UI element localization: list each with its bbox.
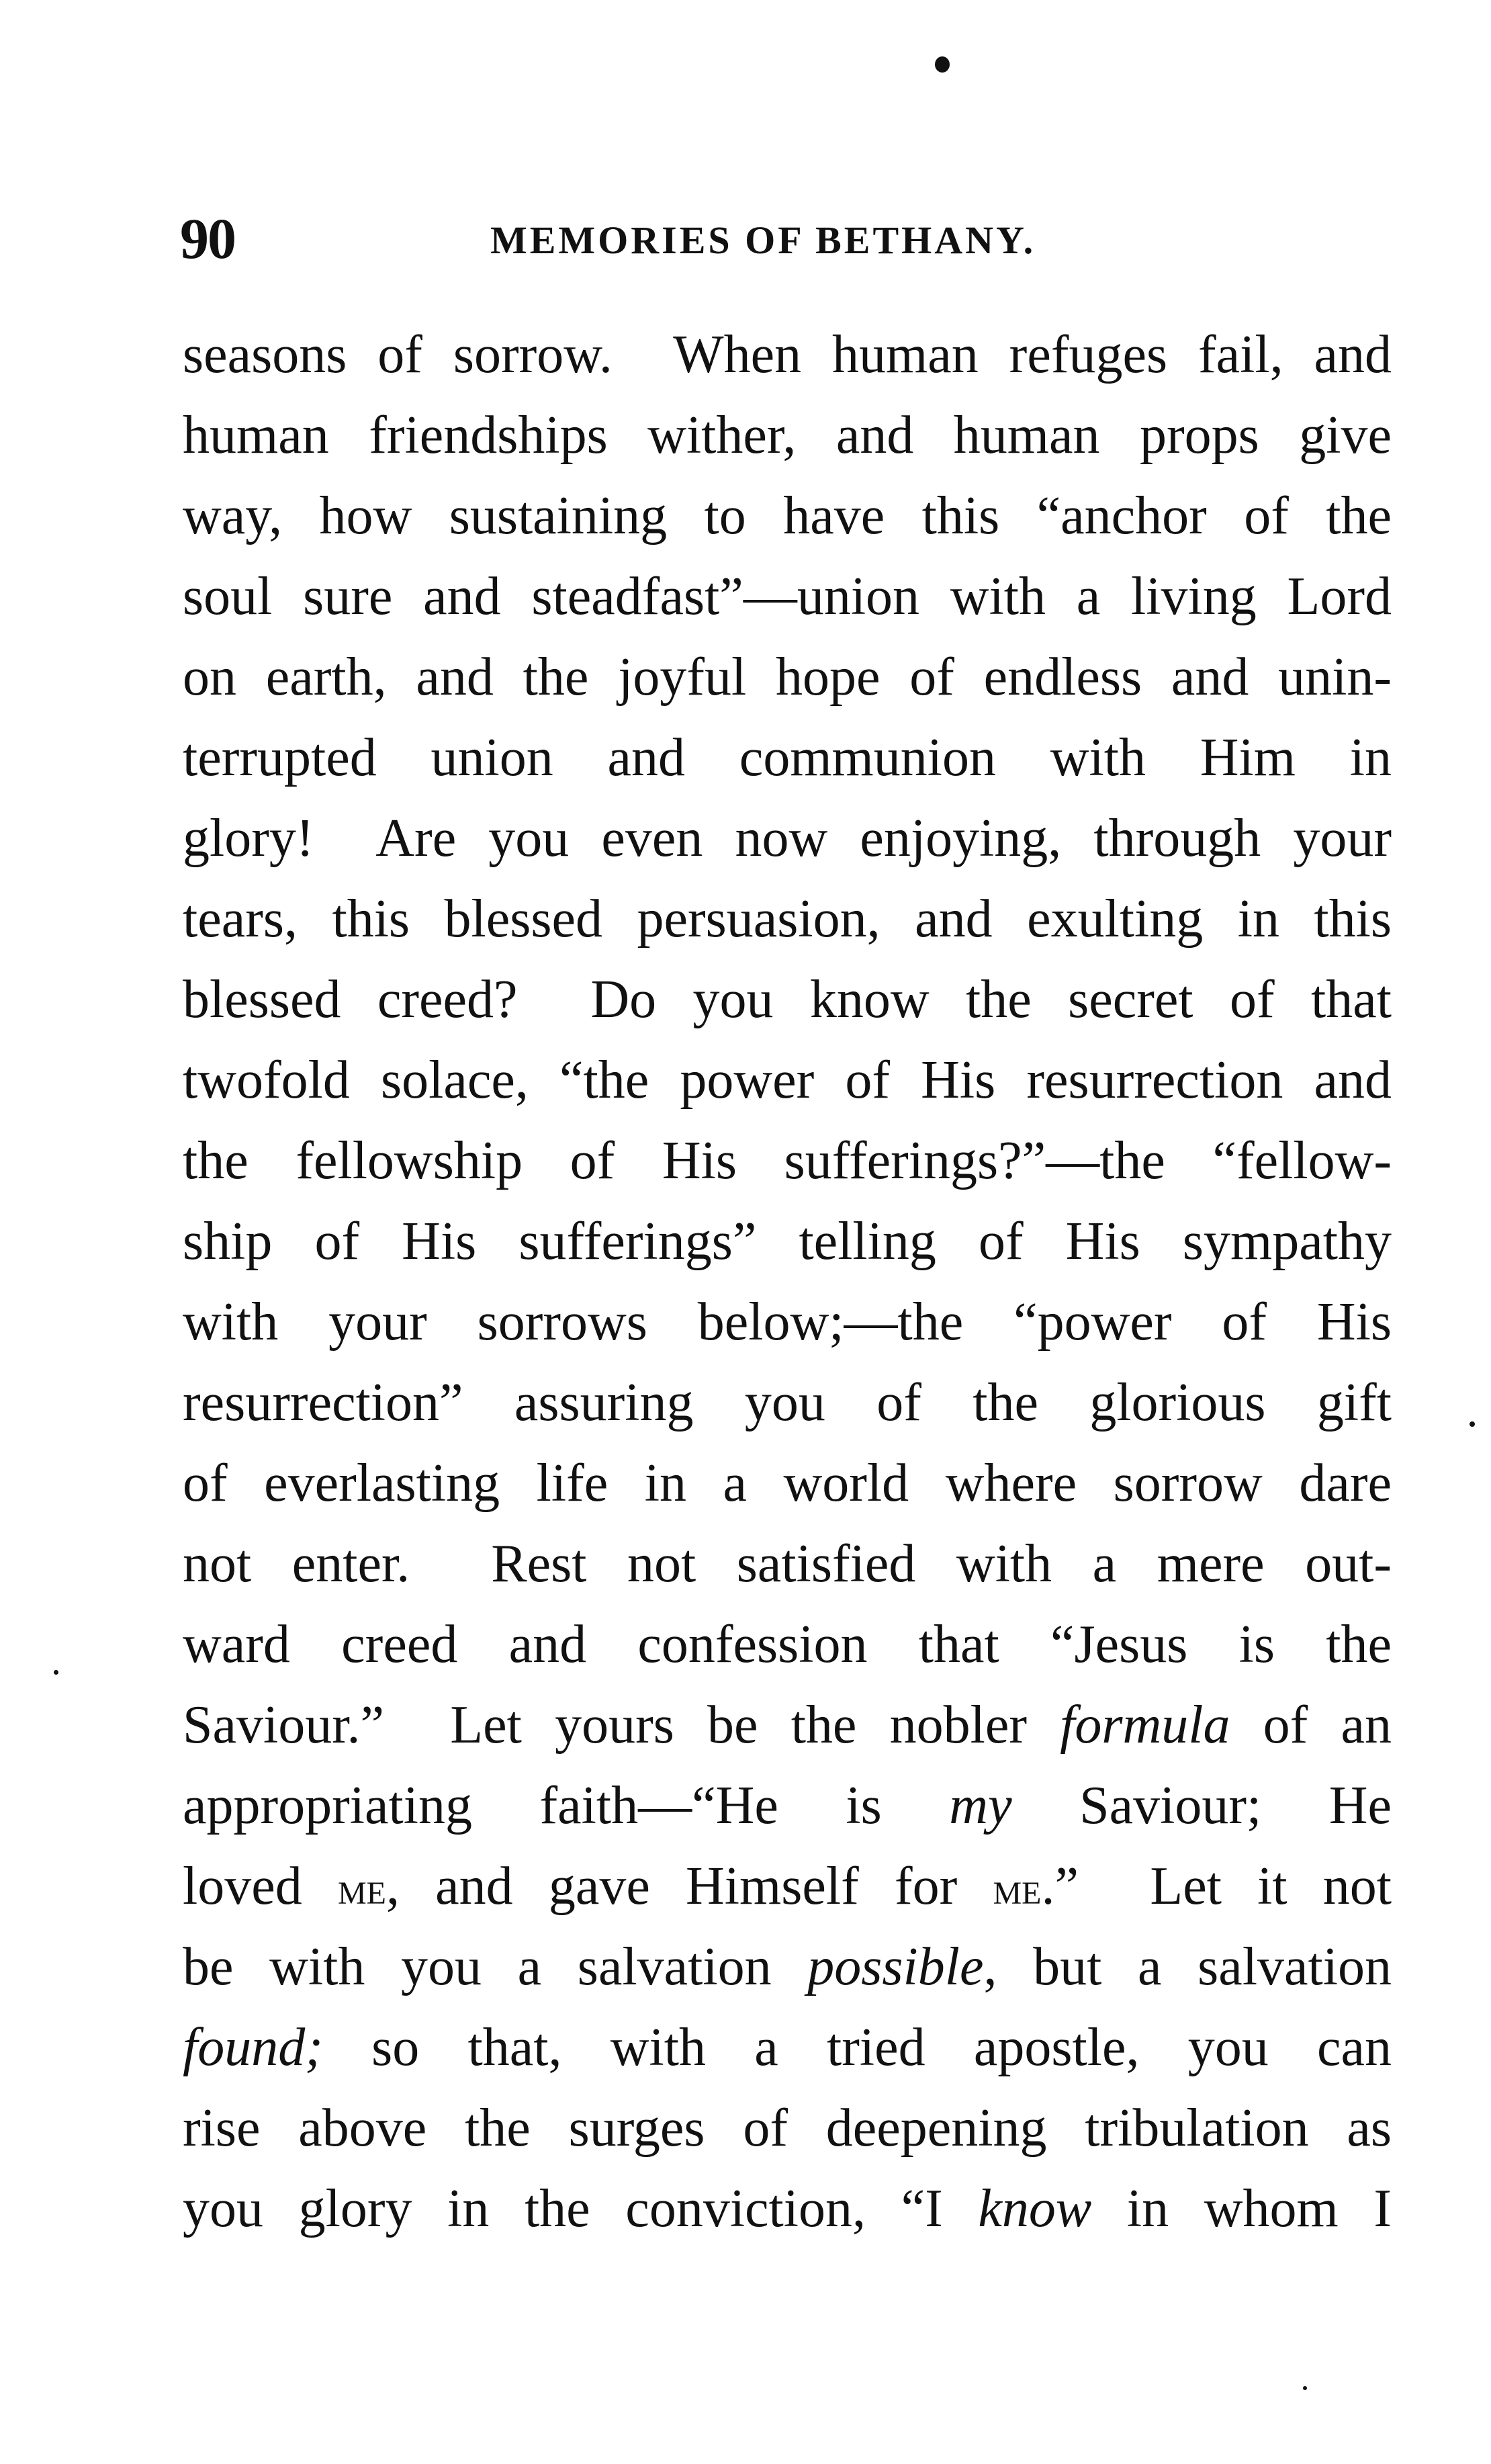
text-segment: way, how sustaining to have this “anchor of the [183,486,1392,545]
text-line [183,1846,1392,1927]
text-segment: not enter. Rest not satisfied with a mere out- [183,1534,1392,1593]
text-segment: seasons of sorrow. When human refuges fail, and [183,325,1392,384]
text-segment: with your sorrows below;—the “power of His [183,1292,1392,1352]
text-line [183,1685,1392,1765]
small-caps-text: me [337,1863,386,1914]
text-line [183,314,1392,395]
text-segment: Saviour.” Let yours be the nobler [183,1696,1060,1755]
text-line [183,1040,1392,1120]
text-segment: resurrection” assuring you of the glorious gift [183,1373,1392,1432]
text-segment: ship of His sufferings” telling of His sympathy [183,1212,1392,1271]
text-segment: loved [183,1857,338,1916]
text-line [183,879,1392,959]
text-line [183,1282,1392,1362]
text-line [183,556,1392,637]
text-line [183,1362,1392,1443]
text-line [183,1443,1392,1524]
italic-text: formula [1060,1696,1230,1755]
text-segment: tears, this blessed persuasion, and exulting in this [183,889,1392,949]
text-line [183,637,1392,717]
small-caps-text: me [993,1863,1042,1914]
text-segment: blessed creed? Do you know the secret of that [183,970,1392,1029]
ink-speck-top [935,56,950,73]
text-line [183,476,1392,556]
text-segment: .” Let it not [1041,1857,1392,1916]
text-segment: glory! Are you even now enjoying, through your [183,809,1392,868]
text-line [183,959,1392,1040]
text-segment: the fellowship of His sufferings?”—the “fellow- [183,1131,1392,1190]
italic-text: found; [183,2018,323,2077]
text-segment: appropriating faith—“He is [183,1776,950,1835]
text-line [183,2168,1392,2249]
text-line [183,1524,1392,1604]
page-header [0,202,1491,275]
text-segment: of everlasting life in a world where sorrow dare [183,1454,1392,1513]
page-number: 90 [180,206,235,271]
ink-speck-right [1470,1421,1475,1427]
text-line [183,395,1392,476]
italic-text: possible [807,1937,984,1996]
text-line [183,1604,1392,1685]
text-line [183,1120,1392,1201]
text-segment: terrupted union and communion with Him in [183,728,1392,787]
text-segment: so that, with a tried apostle, you can [322,2018,1392,2077]
running-title: MEMORIES OF BETHANY. [490,218,1036,262]
text-segment: twofold solace, “the power of His resurrection and [183,1051,1392,1110]
text-segment: rise above the surges of deepening tribulation as [183,2099,1392,2158]
text-segment: be with you a salvation [183,1937,808,1996]
text-line [183,2007,1392,2088]
text-segment: soul sure and steadfast”—union with a living Lord [183,567,1392,626]
text-segment: Saviour; He [1011,1776,1392,1835]
ink-speck-bottom [1303,2386,1307,2390]
text-segment: on earth, and the joyful hope of endless and unin- [183,648,1392,707]
italic-text: know [978,2179,1092,2238]
italic-text: my [949,1776,1012,1835]
text-line [183,798,1392,879]
text-segment: ward creed and confession that “Jesus is the [183,1615,1392,1674]
text-segment: of an [1230,1696,1392,1755]
text-line [183,717,1392,798]
text-segment: human friendships wither, and human props give [183,406,1392,465]
body-text [183,314,1392,2249]
text-segment: , and gave Himself for [386,1857,993,1916]
text-line [183,2088,1392,2168]
ink-speck-left [54,1670,58,1675]
text-line [183,1927,1392,2007]
text-line [183,1765,1392,1846]
text-line [183,1201,1392,1282]
text-segment: you glory in the conviction, “I [183,2179,979,2238]
text-segment: in whom I [1091,2179,1392,2238]
text-segment: , but a salvation [983,1937,1392,1996]
